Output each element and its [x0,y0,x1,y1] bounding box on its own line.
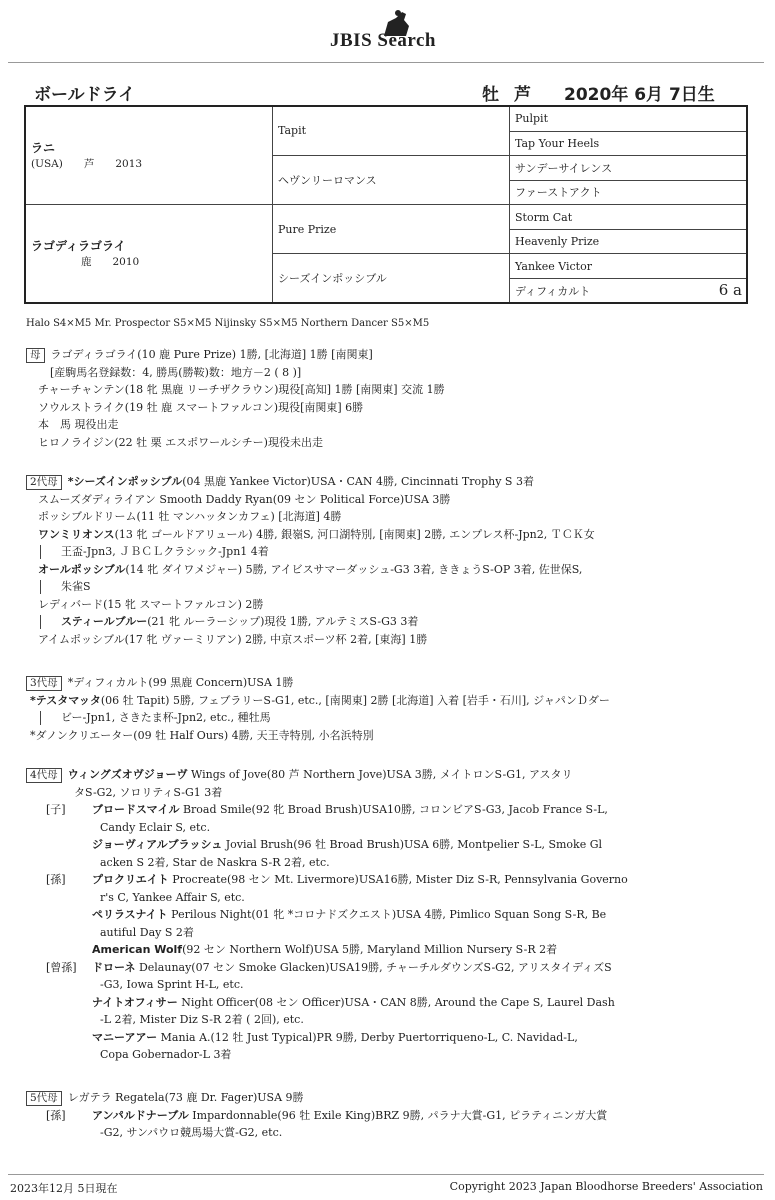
g2-line-detail: (13 牝 ゴールドアリュール) 4勝, 銀嶺S, 河口湖特別, [南関東] 2勝, エンプレス杯-Jpn2, ＴＣＫ女 [114,527,595,541]
generation-label: [孫] [46,873,66,886]
sire-year: 2013 [115,158,143,171]
dam-line: ソウルストライク(19 牡 鹿 スマートファルコン)現役[南関東] 6勝 [38,400,364,414]
g4-line-detail: Procreate(98 セン Mt. Livermore)USA16勝, Mister Diz S-R, Pennsylvania Governo [168,873,628,886]
g4-line-detail: Jovial Brush(96 牡 Broad Brush)USA 6勝, Montpelier S-L, Smoke Gl [222,838,603,851]
horse-name: ボールドライ [34,85,136,105]
logo-text: JBIS Search [330,30,436,51]
g4-line: autiful Day S 2着 [100,925,194,939]
g4-line: タS-G2, ソロリティS-G1 3着 [74,785,223,799]
jbis-logo [330,8,470,54]
pedigree-g2-cell[interactable]: シーズインポッシブル [273,254,510,303]
section-tag: 3代母 [26,676,62,691]
g4-line-detail: Perilous Night(01 牝 *コロナドズクエスト)USA 4勝, Pimlico Squan Song S-R, Be [167,908,607,921]
g4-line: acken S 2着, Star de Naskra S-R 2着, etc. [100,855,330,869]
winner-name[interactable]: *テスタマッタ [30,693,101,707]
pedigree-g2-cell[interactable]: Tapit [273,106,510,155]
g4-line-detail: Night Officer(08 セン Officer)USA・CAN 8勝, Around the Cape S, Laurel Dash [177,995,615,1009]
g5-line: レガテラ Regatela(73 鹿 Dr. Fager)USA 9勝 [67,1091,304,1104]
g4-dam-name[interactable]: ウィングズオヴジョーヴ [67,768,188,781]
g3-line-detail: ビー-Jpn1, さきたま杯-Jpn2, etc., 種牡馬 [61,711,271,724]
g3-line: *ダノンクリエーター(09 牡 Half Ours) 4勝, 天王寺特別, 小名浜特別 [30,728,374,742]
winner-name[interactable]: ジョーヴィアルブラッシュ [92,838,223,851]
g4-line: r's C, Yankee Affair S, etc. [100,890,245,904]
pedigree-g3-cell[interactable]: ディフィカルト [515,284,591,298]
g3-line: *ディフィカルト(99 黒鹿 Concern)USA 1勝 [67,676,294,689]
section-tag: 母 [26,348,45,363]
dam-line: ラゴディラゴライ(10 鹿 Pure Prize) 1勝, [北海道] 1勝 [南関東] [50,348,373,361]
g4-line-detail: (92 セン Northern Wolf)USA 5勝, Maryland Million Nursery S-R 2着 [182,943,558,956]
g4-line: -L 2着, Mister Diz S-R 2着 ( 2回), etc. [100,1013,304,1026]
indent-bar [40,711,51,725]
g4-line-detail: Wings of Jove(80 芦 Northern Jove)USA 3勝, メイトロンS-G1, アスタリ [187,768,573,781]
horse-header [34,80,744,106]
generation-label: [曾孫] [46,960,77,974]
g2-dam-section [26,473,756,648]
dam-section [26,346,756,451]
g2-dam-name[interactable]: *シーズインポッシブル [67,475,183,488]
winner-name[interactable]: ペリラスナイト [92,908,168,921]
g2-line: アイムポッシブル(17 牝 ヴァーミリアン) 2勝, 中京スポーツ杯 2着, [東海] 1勝 [38,632,428,646]
horse-sex: 牡 [482,85,499,105]
as-of-date: 2023年12月 5日現在 [10,1182,118,1195]
section-tag: 2代母 [26,475,62,490]
winner-name[interactable]: ナイトオフィサー [92,995,178,1009]
winner-name[interactable]: ブロードスマイル [92,803,180,816]
dam-name[interactable]: ラゴディラゴライ [31,239,126,254]
winner-name[interactable]: オールポッシブル [38,562,126,576]
winner-name[interactable]: ドローネ [92,960,136,974]
dam-line: 本 馬 現役出走 [38,418,119,431]
generation-label: [孫] [46,1108,66,1122]
g2-line-detail: (14 牝 ダイワメジャー) 5勝, アイビスサマーダッシュ-G3 3着, ききょうS-OP 3着, 佐世保S, [125,562,583,576]
pedigree-g3-cell[interactable]: Tap Your Heels [510,131,748,155]
winner-name[interactable]: アンパルドナーブル [92,1108,189,1122]
pedigree-g3-cell[interactable]: Storm Cat [510,204,748,229]
g2-line-detail: 朱雀S [61,580,91,593]
dam-line: チャーチャンテン(18 牝 黒鹿 リーチザクラウン)現役[高知] 1勝 [南関東] 交流 1勝 [38,383,445,396]
top-rule [8,62,764,63]
pedigree-g3-cell[interactable]: サンデーサイレンス [510,155,748,180]
pedigree-table [24,105,748,304]
g3-line-detail: (06 牡 Tapit) 5勝, フェブラリーS-G1, etc., [南関東] 2勝 [北海道] 入着 [岩手・石川], ジャパンＤダー [100,693,610,707]
pedigree-g3-last-cell [510,279,748,303]
g2-line-detail: (04 黒鹿 Yankee Victor)USA・CAN 4勝, Cincinnati Trophy S 3着 [182,475,534,488]
pedigree-g3-cell[interactable]: Pulpit [510,106,748,131]
g4-line-detail: Mania A.(12 牡 Just Typical)PR 9勝, Derby Puertorriqueno-L, C. Navidad-L, [157,1030,578,1044]
indent-bar [40,545,51,559]
winner-name[interactable]: マニーアアー [92,1030,158,1044]
pedigree-g3-cell[interactable]: Heavenly Prize [510,230,748,254]
winner-name[interactable]: American Wolf [92,943,183,956]
g5-line: -G2, サンパウロ競馬場大賞-G2, etc. [100,1126,283,1139]
section-tag: 4代母 [26,768,62,783]
sire-name[interactable]: ラニ [31,141,56,156]
dam-year: 2010 [112,256,140,269]
g2-line: ポッシブルドリーム(11 牡 マンハッタンカフェ) [北海道] 4勝 [38,510,342,523]
g4-dam-section [26,766,756,1064]
copyright: Copyright 2023 Japan Bloodhorse Breeders' Association [449,1180,763,1193]
generation-label: [子] [46,803,66,816]
bottom-rule [8,1174,764,1175]
winner-name[interactable]: プロクリエイト [92,873,169,886]
indent-bar [40,580,51,594]
pedigree-g3-cell[interactable]: Yankee Victor [510,254,748,279]
family-number: 6 a [718,281,742,300]
dam-line: ヒロノライジン(22 牡 栗 エスポワールシチー)現役未出走 [38,435,323,449]
g4-line: Candy Eclair S, etc. [100,820,211,834]
sire-origin: (USA) [31,158,63,171]
g2-line-detail: 王盃-Jpn3, ＪＢＣＬクラシック-Jpn1 4着 [61,545,269,558]
g5-dam-section [26,1089,756,1142]
winner-name[interactable]: スティールブルー [61,615,148,628]
g4-line-detail: Broad Smile(92 牝 Broad Brush)USA10勝, コロンビアS-G3, Jacob France S-L, [179,803,608,816]
horse-color: 芦 [514,85,531,105]
indent-bar [40,615,51,629]
g2-line: レディバード(15 牝 スマートファルコン) 2勝 [38,597,264,611]
g4-line: Copa Gobernador-L 3着 [100,1048,232,1061]
pedigree-g2-cell[interactable]: Pure Prize [273,204,510,253]
g2-line: スムーズダディライアン Smooth Daddy Ryan(09 セン Political Force)USA 3勝 [38,492,451,506]
g5-line-detail: Impardonnable(96 牡 Exile King)BRZ 9勝, パラナ大賞-G1, ピラティニンガ大賞 [188,1108,608,1122]
section-tag: 5代母 [26,1091,62,1106]
sire-cell [25,106,273,204]
pedigree-g2-cell[interactable]: ヘヴンリーロマンス [273,155,510,204]
g4-line: -G3, Iowa Sprint H-L, etc. [100,978,244,991]
winner-name[interactable]: ワンミリオンス [38,527,115,541]
sire-color: 芦 [83,158,95,171]
dam-line: [産駒馬名登録数：4, 勝馬(勝鞍)数：地方－2 ( 8 )] [50,365,302,379]
g2-line-detail: (21 牝 ルーラーシップ)現役 1勝, アルテミスS-G3 3着 [147,615,419,628]
horse-birthdate: 2020年 6月 7日生 [564,85,715,105]
dam-cell [25,204,273,303]
dam-color: 鹿 [81,256,92,269]
g3-dam-section [26,674,756,744]
inbreeding-line: Halo S4×M5 Mr. Prospector S5×M5 Nijinsky S5×M5 Northern Dancer S5×M5 [26,318,430,329]
pedigree-g3-cell[interactable]: ファーストアクト [510,180,748,204]
g4-line-detail: Delaunay(07 セン Smoke Glacken)USA19勝, チャーチルダウンズS-G2, アリスタイディズS [135,960,612,974]
